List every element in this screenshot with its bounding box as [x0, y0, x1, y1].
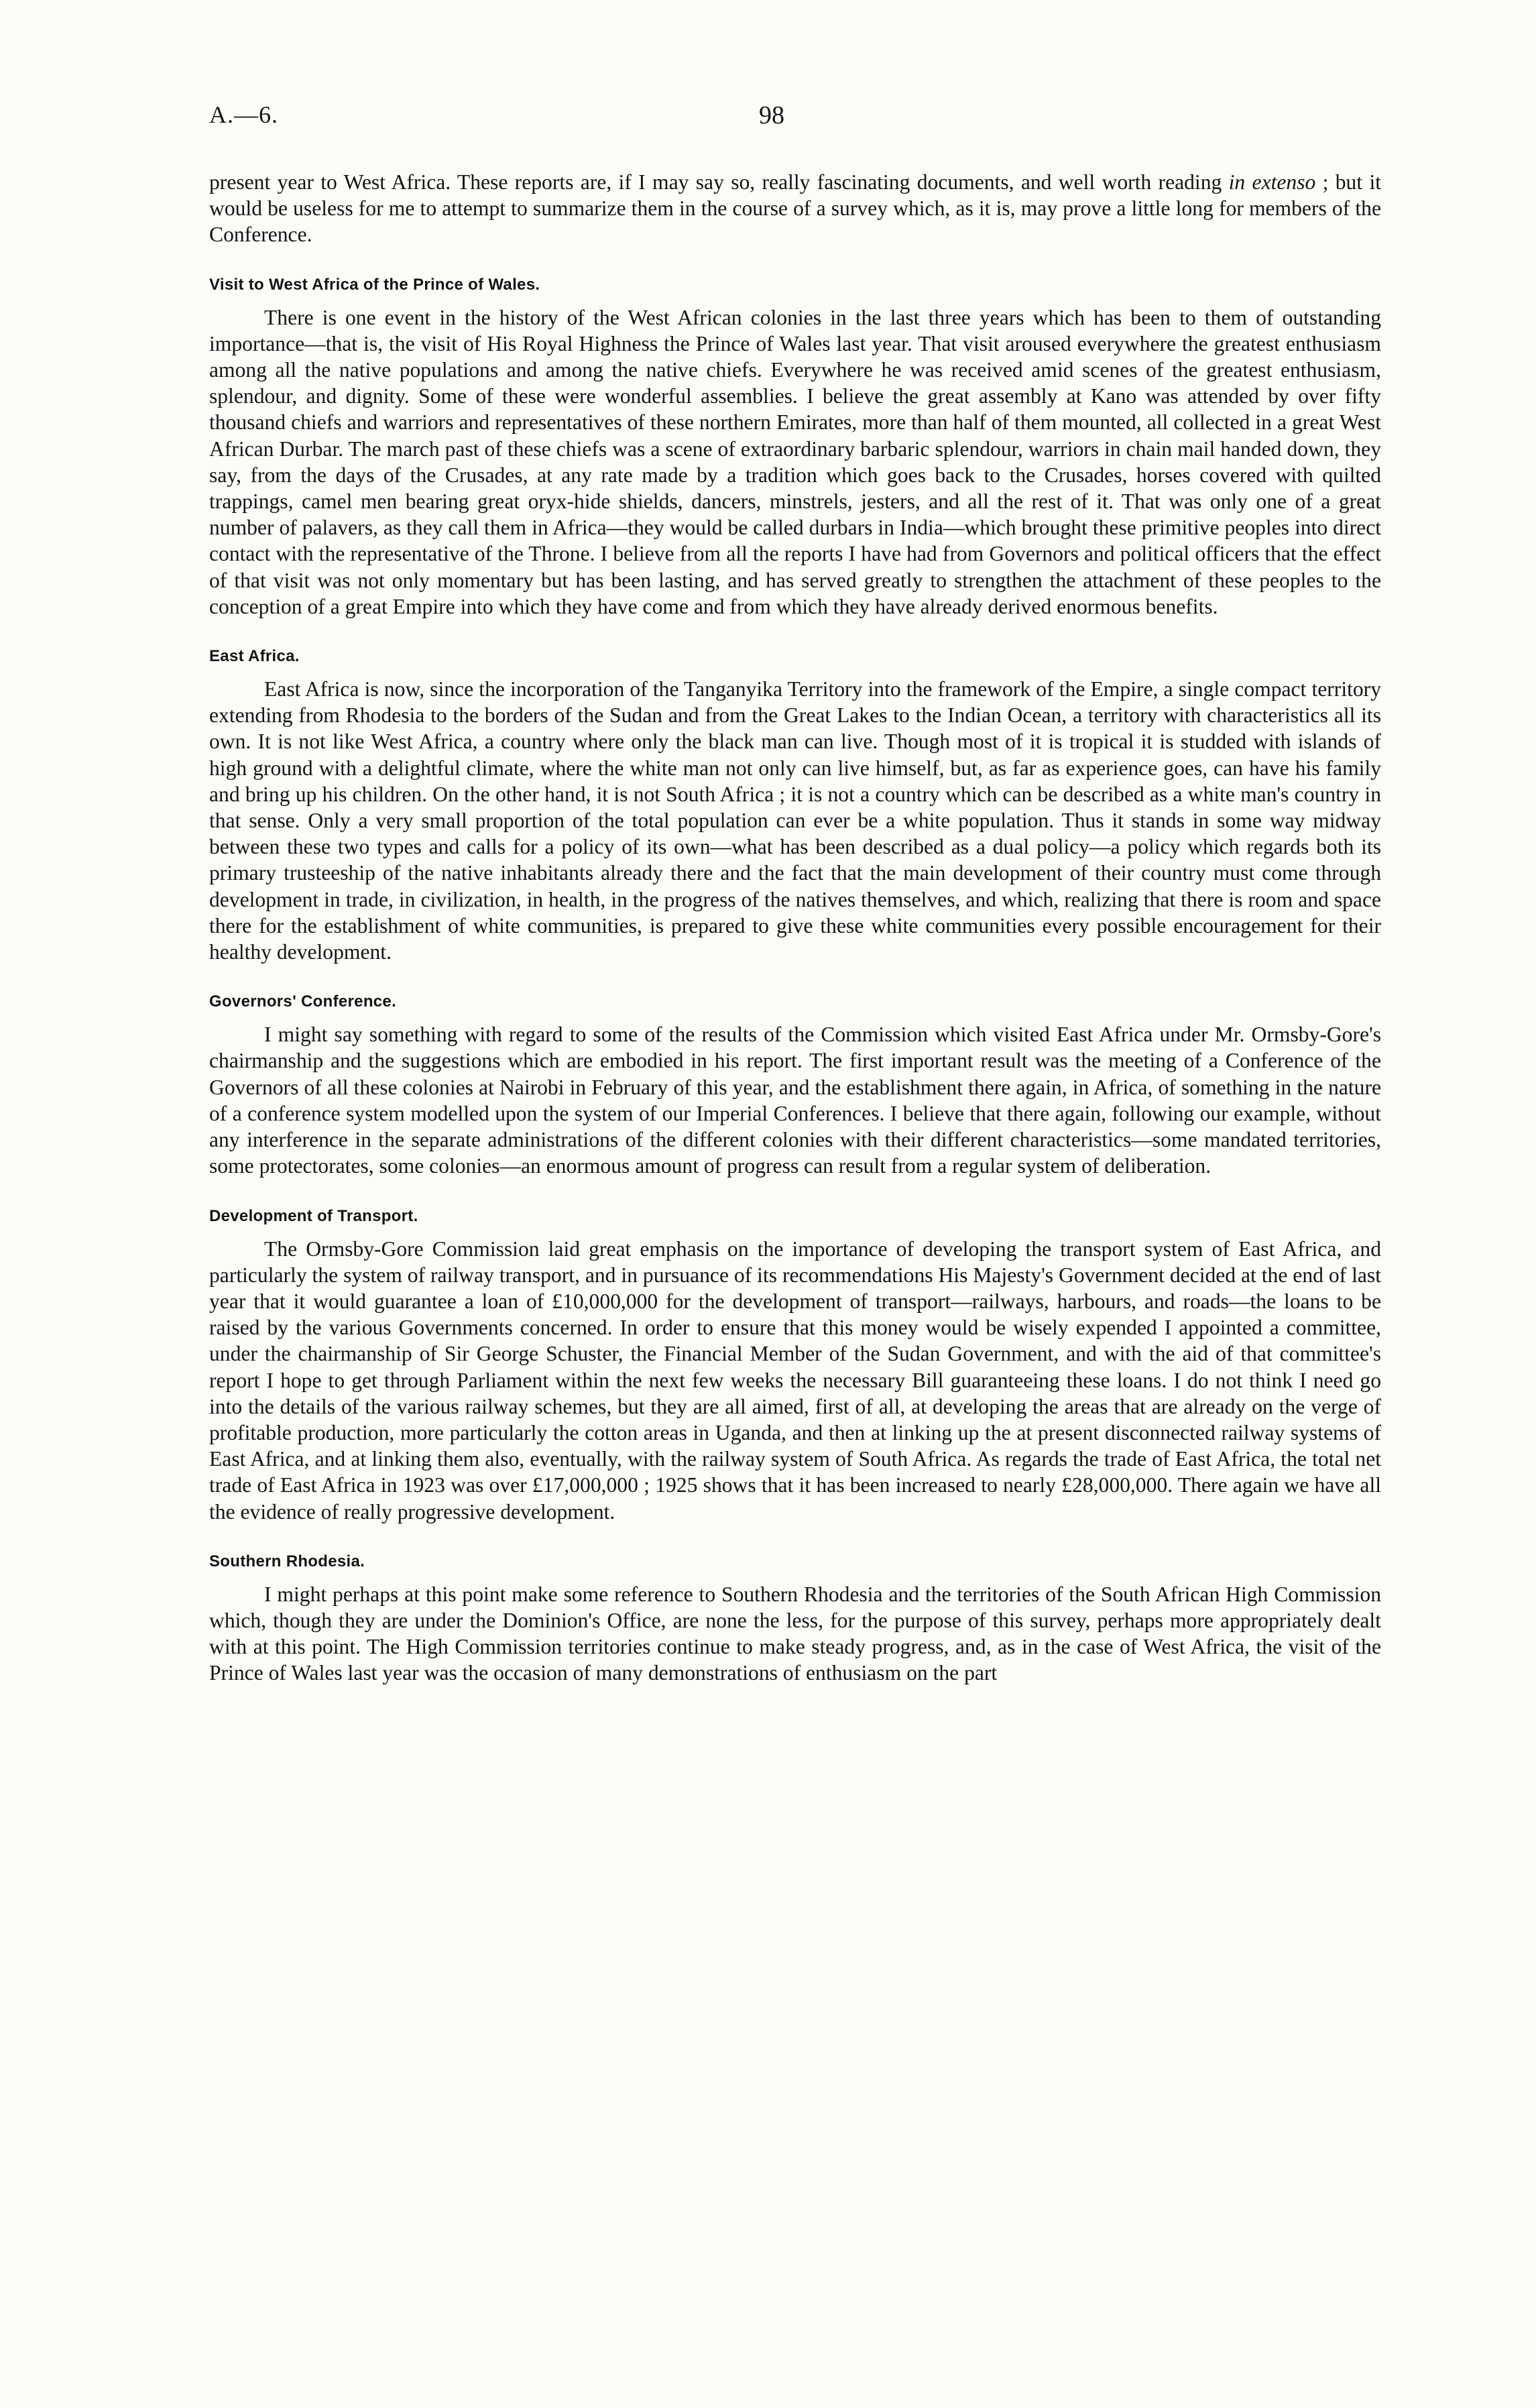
intro-text-end: ; but it would be useless for me to attempt to summarize them in the course of a survey which, as it is, may prove a little long for members of the Conference. — [209, 170, 1382, 247]
section-heading-governors-conference: Governors' Conference. — [209, 992, 397, 1011]
intro-text-start: present year to West Africa. These reports are, if I may say so, really fascinating documents, and well worth reading — [209, 170, 1229, 194]
section-heading-development-of-transport: Development of Transport. — [209, 1206, 418, 1225]
section-paragraph-southern-rhodesia: I might perhaps at this point make some reference to Southern Rhodesia and the territories of the South African High Commission which, though they are under the Dominion's Office, are none the less, for the purpose of this survey, perhaps more appropriately dealt with at this point. The High Commission territories continue to make steady progress, and, as in the case of West Africa, the visit of the Prince of Wales last year was the occasion of many demonstrations of enthusiasm on the part — [209, 1582, 1381, 1685]
intro-italic-phrase: in extenso — [1228, 170, 1316, 194]
page-number: 98 — [759, 101, 784, 129]
section-paragraph-development-of-transport: The Ormsby-Gore Commission laid great emphasis on the importance of developing the transport system of East Africa, and particularly the system of railway transport, and in pursuance of its recommendations His Majesty's Government decided at the end of last year that it would guarantee a loan of £10,000,000 for the development of transport—railways, harbours, and roads—the loans to be raised by the various Governments concerned. In order to ensure that this money would be wisely expended I appointed a committee, under the chairmanship of Sir George Schuster, the Financial Member of the Sudan Government, and with the aid of that committee's report I hope to get through Parliament within the next few weeks the necessary Bill guaranteeing these loans. I do not think I need go into the details of the various railway schemes, but they are all aimed, first of all, at developing the areas that are already on the verge of profitable production, more particularly the cotton areas in Uganda, and then at linking up the at present disconnected railway systems of East Africa, and at linking them also, eventually, with the railway system of South Africa. As regards the trade of East Africa, the total net trade of East Africa in 1923 was over £17,000,000 ; 1925 shows that it has been increased to nearly £28,000,000. There again we have all the evidence of really progressive development. — [209, 1237, 1381, 1524]
section-paragraph-governors-conference: I might say something with regard to some of the results of the Commission which visited East Africa under Mr. Ormsby-Gore's chairmanship and the suggestions which are embodied in his report. The first important result was the meeting of a Conference of the Governors of all these colonies at Nairobi in February of this year, and the establishment there again, in Africa, of something in the nature of a conference system modelled upon the system of our Imperial Conferences. I believe that there again, following our example, without any interference in the separate administrations of the different colonies with their different characteristics—some mandated territories, some protectorates, some colonies—an enormous amount of progress can result from a regular system of deliberation. — [209, 1023, 1381, 1178]
intro-paragraph — [209, 169, 1381, 248]
section-paragraph-prince-of-wales-visit: There is one event in the history of the West African colonies in the last three years which has been to them of outstanding importance—that is, the visit of His Royal Highness the Prince of Wales last year. That visit aroused everywhere the greatest enthusiasm among all the native populations and among the native chiefs. Everywhere he was received amid scenes of the greatest enthusiasm, splendour, and dignity. Some of these were wonderful assemblies. I believe the great assembly at Kano was attended by over fifty thousand chiefs and warriors and representatives of these northern Emirates, more than half of them mounted, all collected in a great West African Durbar. The march past of these chiefs was a scene of extraordinary barbaric splendour, warriors in chain mail handed down, they say, from the days of the Crusades, at any rate made by a tradition which goes back to the Crusades, horses covered with quilted trappings, camel men bearing great oryx-hide shields, dancers, minstrels, jesters, and all the rest of it. That was only one of a great number of palavers, as they call them in Africa—they would be called durbars in India—which brought these primitive peoples into direct contact with the representative of the Throne. I believe from all the reports I have had from Governors and political officers that the effect of that visit was not only momentary but has been lasting, and has served greatly to strengthen the attachment of these peoples to the conception of a great Empire into which they have come and from which they have already derived enormous benefits. — [209, 305, 1381, 618]
document-reference: A.—6. — [209, 101, 278, 128]
page-body — [209, 169, 1381, 1686]
section-heading-prince-of-wales-visit: Visit to West Africa of the Prince of Wales. — [209, 275, 540, 294]
section-heading-southern-rhodesia: Southern Rhodesia. — [209, 1552, 365, 1570]
section-paragraph-east-africa: East Africa is now, since the incorporation of the Tanganyika Territory into the framework of the Empire, a single compact territory extending from Rhodesia to the borders of the Sudan and from the Great Lakes to the Indian Ocean, a territory with characteristics all its own. It is not like West Africa, a country where only the black man can live. Though most of it is tropical it is studded with islands of high ground with a delightful climate, where the white man not only can live himself, but, as far as experience goes, can have his family and bring up his children. On the other hand, it is not South Africa ; it is not a country which can be described as a white man's country in that sense. Only a very small proportion of the total population can ever be a white population. Thus it stands in some way midway between these two types and calls for a policy of its own—what has been described as a dual policy—a policy which regards both its primary trusteeship of the native inhabitants already there and the fact that the main development of their country must come through development in trade, in civilization, in health, in the progress of the natives themselves, and which, realizing that there is room and space there for the establishment of white communities, is prepared to give these white communities every possible encouragement for their healthy development. — [209, 677, 1381, 964]
page-header — [209, 101, 1382, 141]
section-heading-east-africa: East Africa. — [209, 647, 300, 666]
